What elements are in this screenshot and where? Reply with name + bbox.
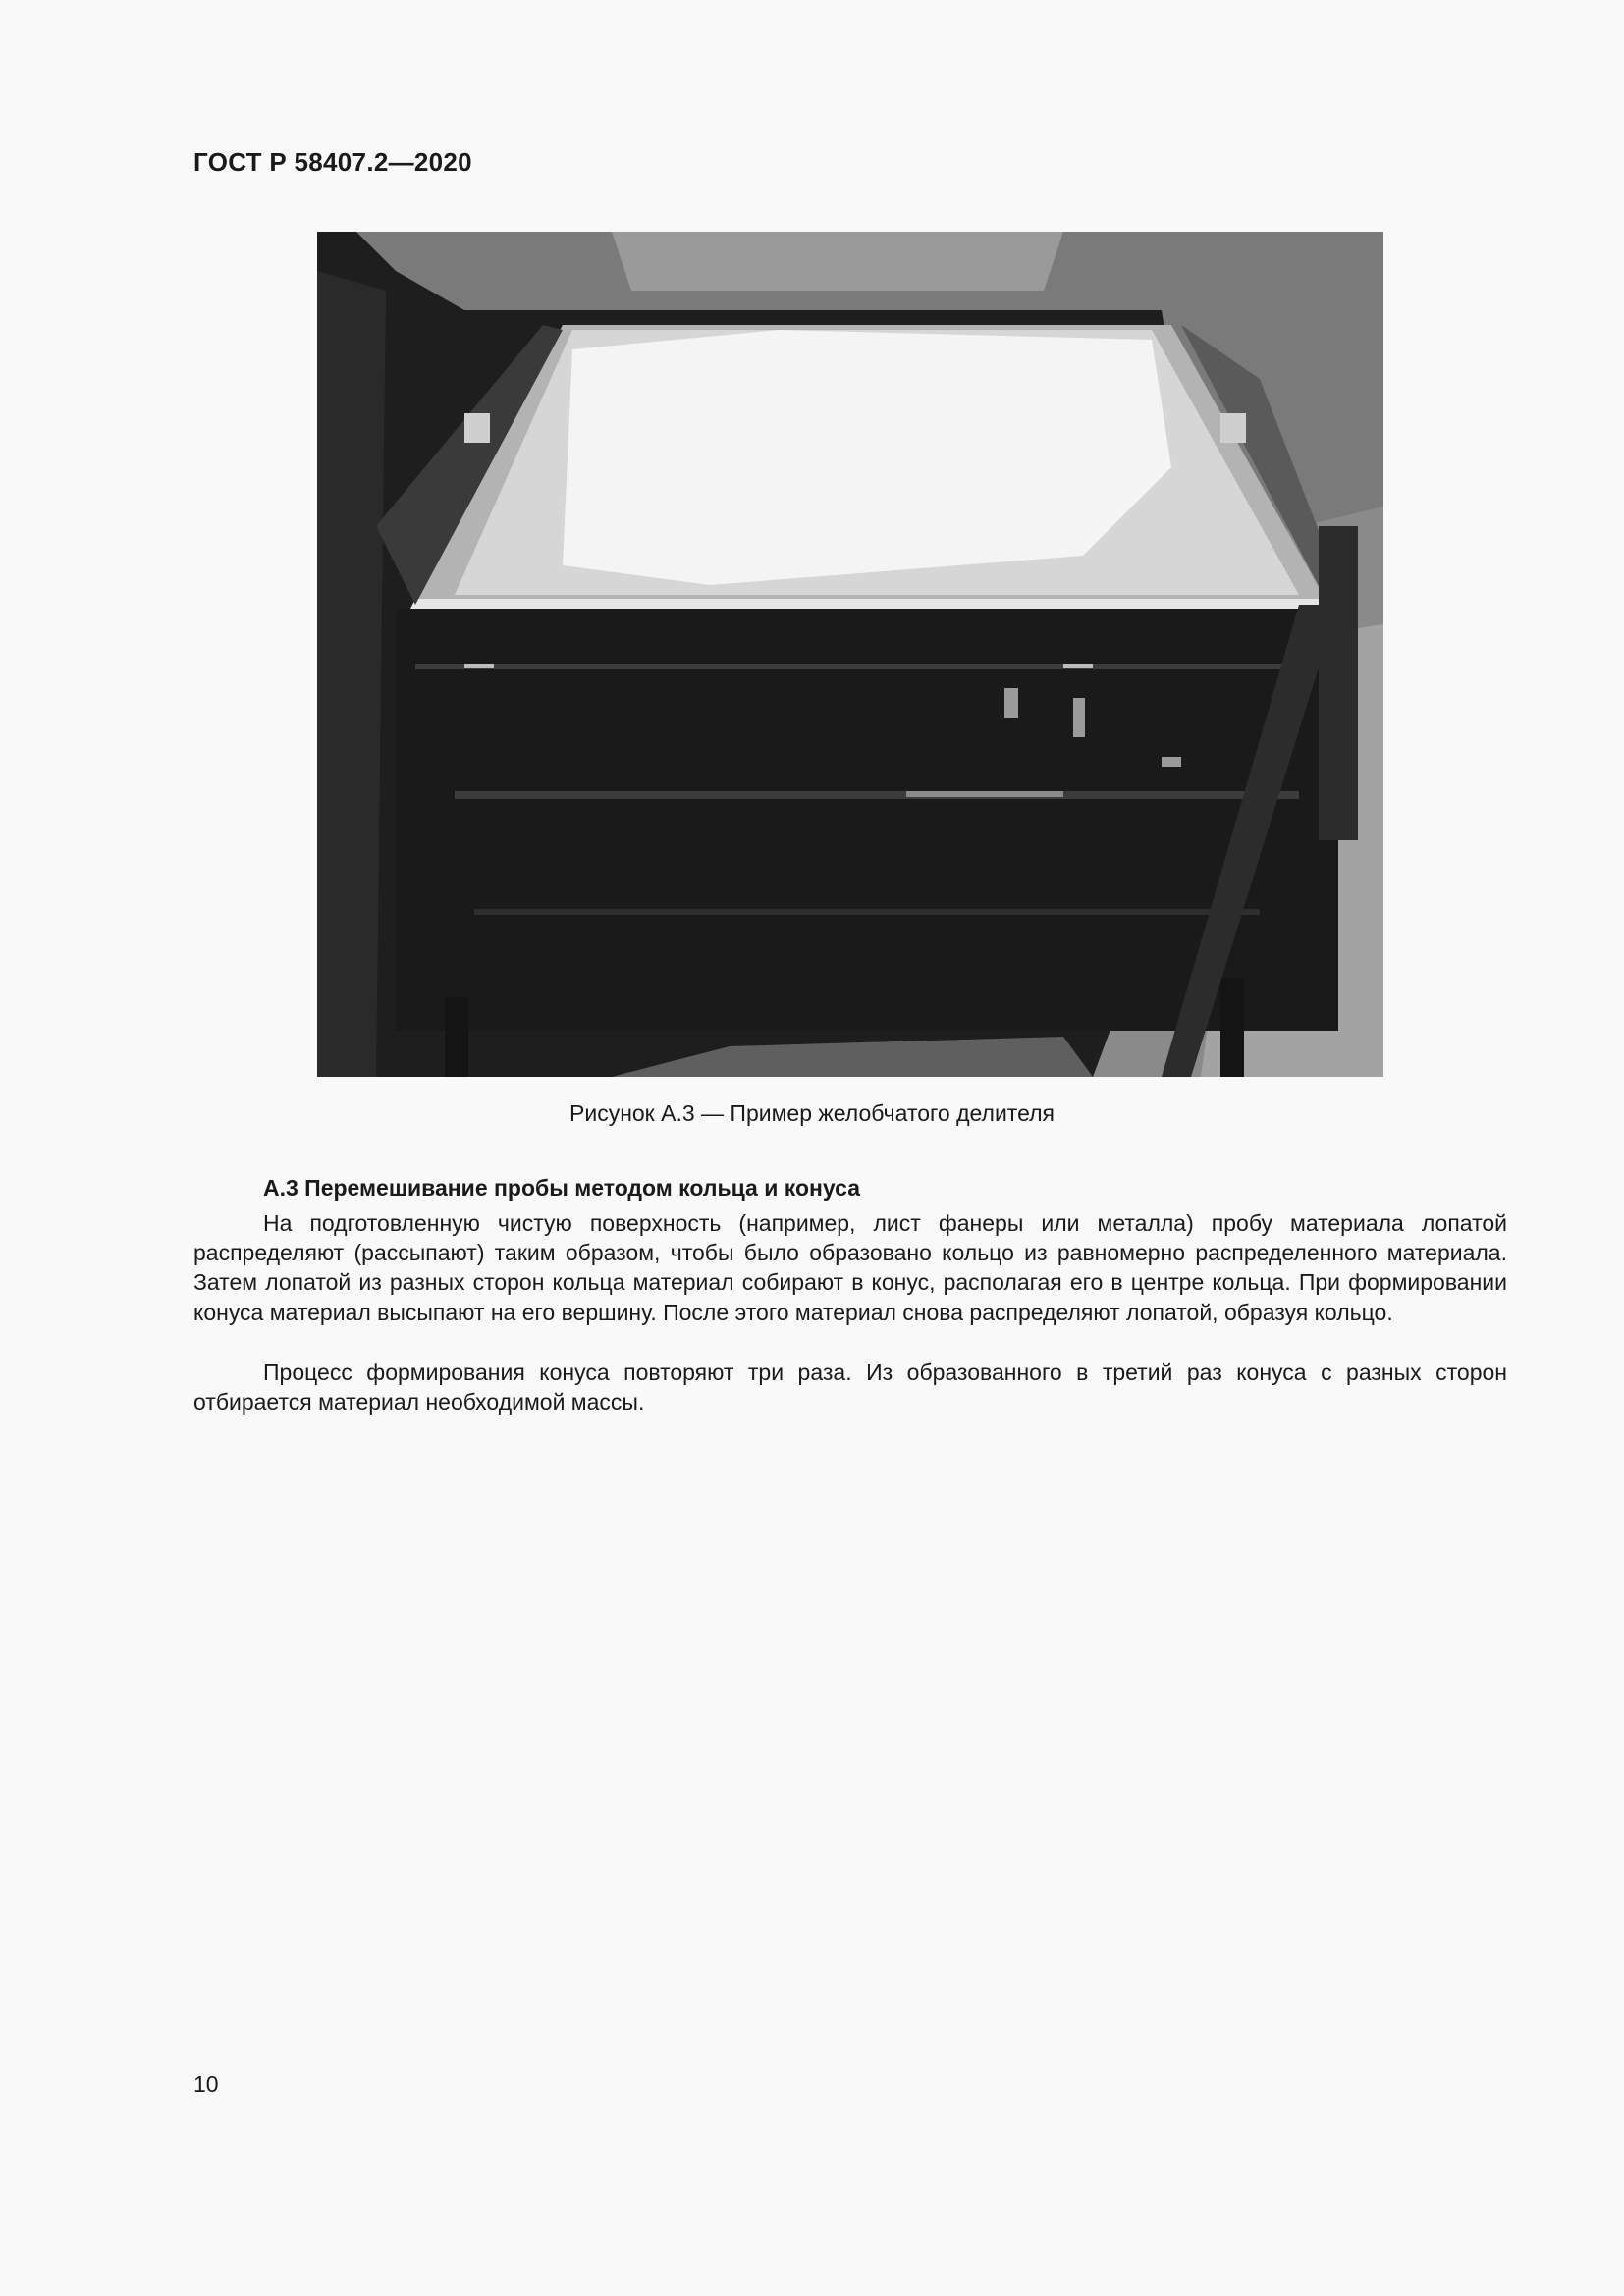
riffle-divider-photo <box>317 232 1383 1077</box>
body-mark-2 <box>1073 698 1085 737</box>
section-heading: А.3 Перемешивание пробы методом кольца и конуса <box>263 1175 860 1201</box>
leg-front-right <box>1220 978 1244 1077</box>
riffle-divider-illustration <box>317 232 1383 1077</box>
page-number: 10 <box>193 2071 219 2097</box>
back-wall-highlight <box>612 232 1063 291</box>
left-handle <box>464 413 490 443</box>
body-mark-3 <box>1162 757 1181 767</box>
body-rail-bottom <box>474 909 1260 915</box>
hopper-rim <box>410 599 1333 609</box>
left-post <box>317 271 386 1077</box>
body-highlight-middle <box>906 791 1063 797</box>
document-header: ГОСТ Р 58407.2—2020 <box>193 147 472 177</box>
right-handle <box>1220 413 1246 443</box>
leg-front-left <box>445 997 468 1077</box>
body-rail-middle <box>455 791 1299 799</box>
hopper-white-area <box>563 330 1171 585</box>
figure-caption: Рисунок А.3 — Пример желобчатого делителя <box>569 1100 1055 1126</box>
body-highlight-right <box>1063 664 1093 668</box>
body-highlight-left <box>464 664 494 668</box>
paragraph-2: Процесс формирования конуса повторяют три раза. Из образованного в третий раз конуса с разных сторон отбирается материал необходимой массы. <box>193 1360 1507 1415</box>
paragraph-1: На подготовленную чистую поверхность (например, лист фанеры или металла) пробу материала лопатой распределяют (рассыпают) таким образом, чтобы было образовано кольцо из равномерно распределенного материала. Затем лопатой из разных сторон кольца материал собирают в конус, располагая его в центре кольца. При формировании конуса материал высыпают на его вершину. После этого материал снова распределяют лопатой, образуя кольцо. <box>193 1210 1507 1325</box>
right-post <box>1319 526 1358 840</box>
body-rail-top <box>415 664 1319 669</box>
body-mark-1 <box>1004 688 1018 718</box>
